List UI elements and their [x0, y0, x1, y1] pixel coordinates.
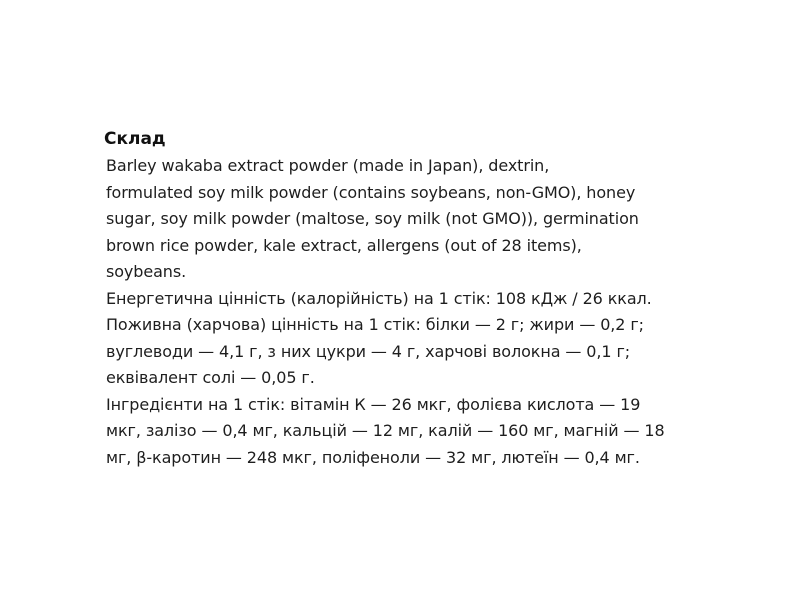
text-line-vitamins-2: мкг, залізо — 0,4 мг, кальцій — 12 мг, калій — 160 мг, магній — 18 — [106, 421, 665, 440]
section-heading: Склад — [104, 129, 166, 149]
text-line-ingredients-1: Barley wakaba extract powder (made in Japan), dextrin, — [106, 156, 550, 175]
text-line-nutrition-2: вуглеводи — 4,1 г, з них цукри — 4 г, харчові волокна — 0,1 г; — [106, 341, 631, 361]
composition-section — [106, 127, 746, 471]
text-line-ingredients-4: brown rice powder, kale extract, allergens (out of 28 items), — [106, 235, 582, 255]
text-line-energy-value: Енергетична цінність (калорійність) на 1 стік: 108 кДж / 26 ккал. — [106, 288, 652, 308]
text-line-ingredients-5: soybeans. — [106, 262, 187, 281]
text-line-ingredients-2: formulated soy milk powder (contains soybeans, non-GMO), honey — [106, 182, 636, 202]
text-line-vitamins-1: Інгредієнти на 1 стік: вітамін К — 26 мкг, фолієва кислота — 19 — [106, 394, 641, 414]
text-line-ingredients-3: sugar, soy milk powder (maltose, soy milk (not GMO)), germination — [106, 209, 639, 228]
text-line-nutrition-1: Поживна (харчова) цінність на 1 стік: білки — 2 г; жири — 0,2 г; — [106, 315, 644, 334]
text-line-nutrition-3: еквівалент солі — 0,05 г. — [106, 368, 315, 387]
text-line-vitamins-3: мг, β-каротин — 248 мкг, поліфеноли — 32 мг, лютеїн — 0,4 мг. — [106, 447, 640, 467]
